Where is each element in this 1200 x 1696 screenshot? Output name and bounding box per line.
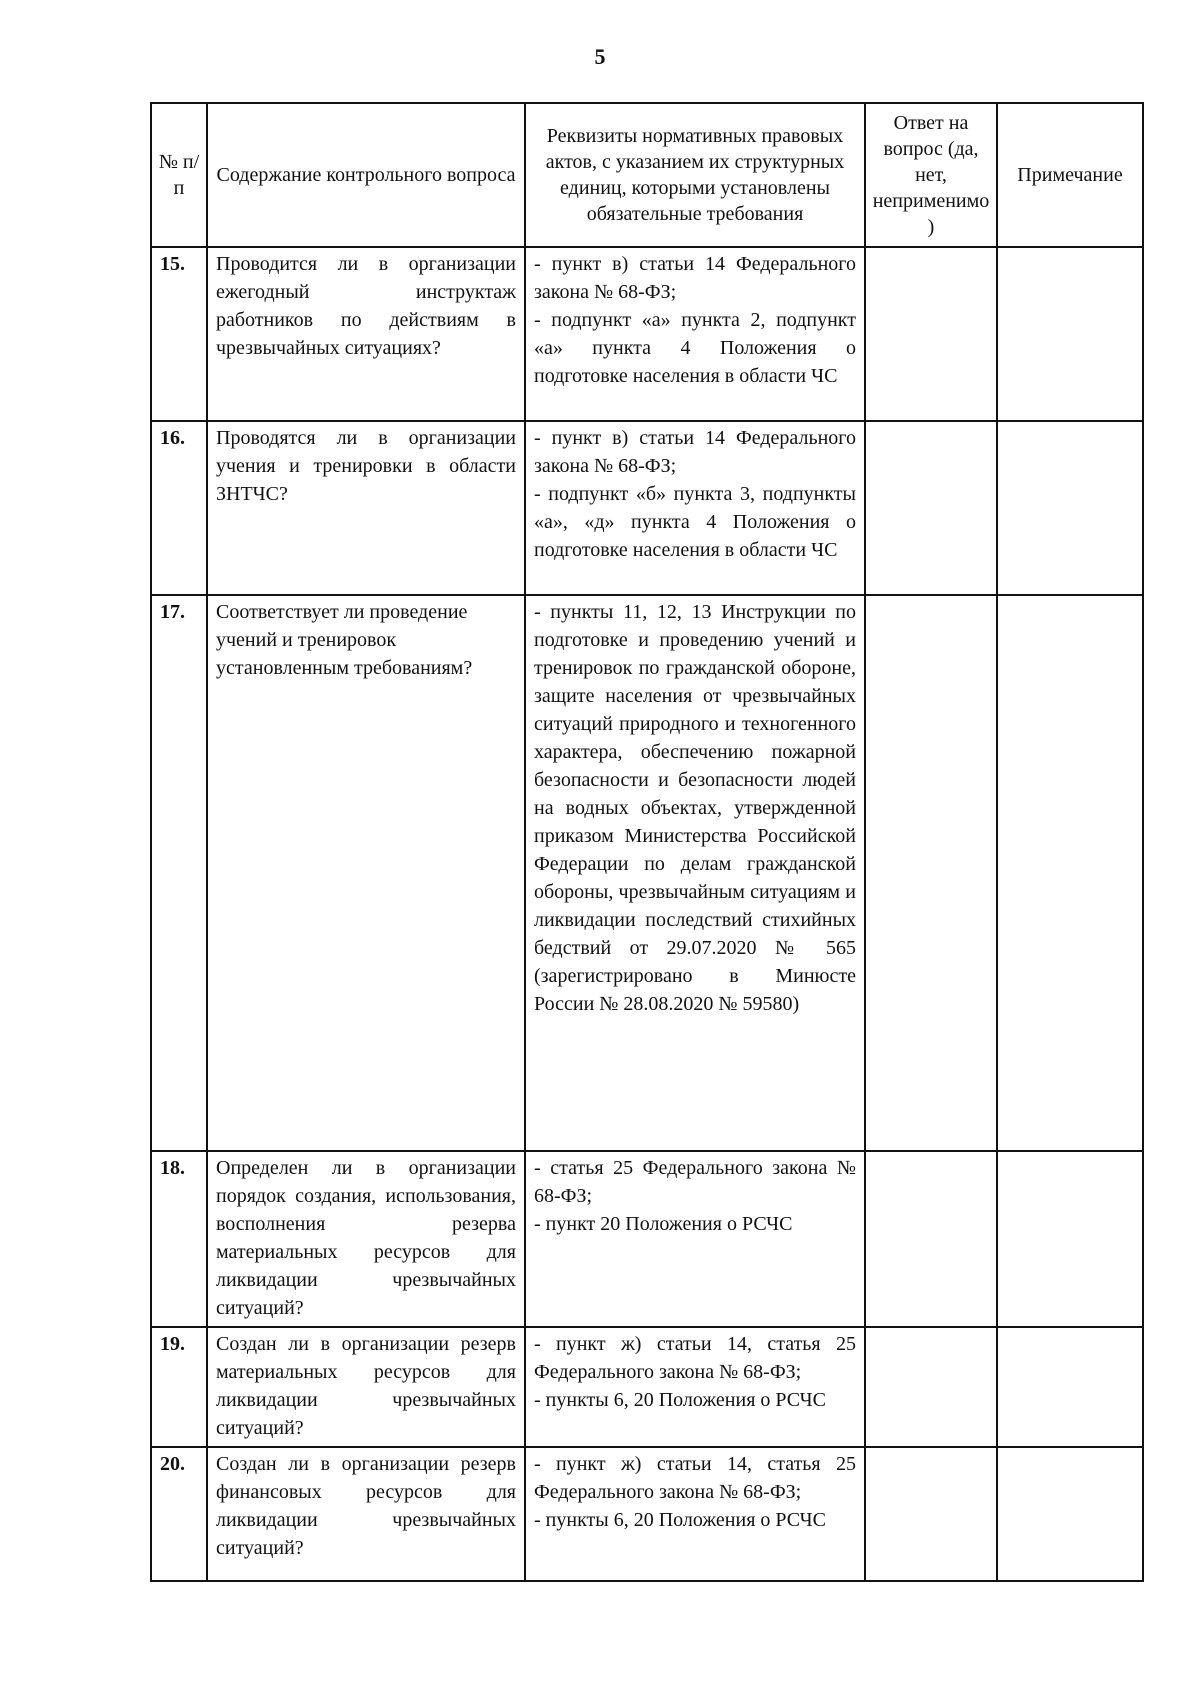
row-number: 18. (151, 1151, 207, 1327)
header-row (151, 103, 1143, 247)
requisites-cell (525, 595, 865, 1151)
table-row (151, 421, 1143, 595)
notes-cell[interactable] (997, 1327, 1143, 1447)
table-row (151, 247, 1143, 421)
table-row (151, 595, 1143, 1151)
question-cell: Создан ли в организации резерв материальных ресурсов для ликвидации чрезвычайных ситуаций? (207, 1327, 525, 1447)
page-number: 5 (594, 44, 606, 69)
requisite-line: - пункт ж) статьи 14, статья 25 Федерального закона № 68-ФЗ; (534, 1453, 856, 1503)
header-notes: Примечание (997, 103, 1143, 247)
requisite-line: - пункт в) статьи 14 Федерального закона № 68-ФЗ; (534, 253, 856, 303)
header-answer: Ответ на вопрос (да, нет, неприменимо) (865, 103, 997, 247)
question-cell: Создан ли в организации резерв финансовых ресурсов для ликвидации чрезвычайных ситуаций? (207, 1447, 525, 1581)
notes-cell[interactable] (997, 421, 1143, 595)
notes-cell[interactable] (997, 595, 1143, 1151)
requisites-cell (525, 1327, 865, 1447)
requisites-cell (525, 1447, 865, 1581)
table-row (151, 1327, 1143, 1447)
requisite-line: - подпункт «а» пункта 2, подпункт «а» пункта 4 Положения о подготовке населения в области ЧС (534, 309, 856, 387)
notes-cell[interactable] (997, 1151, 1143, 1327)
row-number: 17. (151, 595, 207, 1151)
answer-cell[interactable] (865, 1327, 997, 1447)
answer-cell[interactable] (865, 247, 997, 421)
row-number: 16. (151, 421, 207, 595)
question-cell: Соответствует ли проведение учений и тренировок установленным требованиям? (207, 595, 525, 1151)
requisite-line: - пункт в) статьи 14 Федерального закона № 68-ФЗ; (534, 427, 856, 477)
requisite-line: - пункт ж) статьи 14, статья 25 Федерального закона № 68-ФЗ; (534, 1333, 856, 1383)
question-cell: Проводится ли в организации ежегодный инструктаж работников по действиям в чрезвычайных ситуациях? (207, 247, 525, 421)
row-number: 20. (151, 1447, 207, 1581)
header-num: № п/п (151, 103, 207, 247)
answer-cell[interactable] (865, 421, 997, 595)
answer-cell[interactable] (865, 595, 997, 1151)
notes-cell[interactable] (997, 1447, 1143, 1581)
header-requisites: Реквизиты нормативных правовых актов, с указанием их структурных единиц, которыми установлены обязательные требования (525, 103, 865, 247)
requisites-cell (525, 1151, 865, 1327)
requisites-cell (525, 247, 865, 421)
notes-cell[interactable] (997, 247, 1143, 421)
table-row (151, 1447, 1143, 1581)
question-cell: Определен ли в организации порядок создания, использования, восполнения резерва материальных ресурсов для ликвидации чрезвычайных ситуаций? (207, 1151, 525, 1327)
requisite-line: - пункт 20 Положения о РСЧС (534, 1213, 793, 1235)
requisite-line: - пункты 6, 20 Положения о РСЧС (534, 1509, 826, 1531)
question-cell: Проводятся ли в организации учения и тренировки в области ЗНТЧС? (207, 421, 525, 595)
requisite-line: - подпункт «б» пункта 3, подпункты «а», «д» пункта 4 Положения о подготовке населения в области ЧС (534, 483, 856, 561)
requisite-line: - статья 25 Федерального закона № 68-ФЗ; (534, 1157, 856, 1207)
table-row (151, 1151, 1143, 1327)
row-number: 19. (151, 1327, 207, 1447)
requisite-line: - пункты 11, 12, 13 Инструкции по подготовке и проведению учений и тренировок по гражданской обороне, защите населения от чрезвычайных ситуаций природного и техногенного характера, обеспечению пожарной безопасности и безопасности людей на водных объектах, утвержденной приказом Министерства Российской Федерации по делам гражданской обороны, чрезвычайным ситуациям и ликвидации последствий стихийных бедствий от 29.07.2020 № 565 (зарегистрировано в Минюсте России № 28.08.2020 № 59580) (534, 601, 856, 1015)
answer-cell[interactable] (865, 1151, 997, 1327)
requisites-cell (525, 421, 865, 595)
checklist-table (150, 102, 1144, 1582)
row-number: 15. (151, 247, 207, 421)
answer-cell[interactable] (865, 1447, 997, 1581)
header-question: Содержание контрольного вопроса (207, 103, 525, 247)
requisite-line: - пункты 6, 20 Положения о РСЧС (534, 1389, 826, 1411)
